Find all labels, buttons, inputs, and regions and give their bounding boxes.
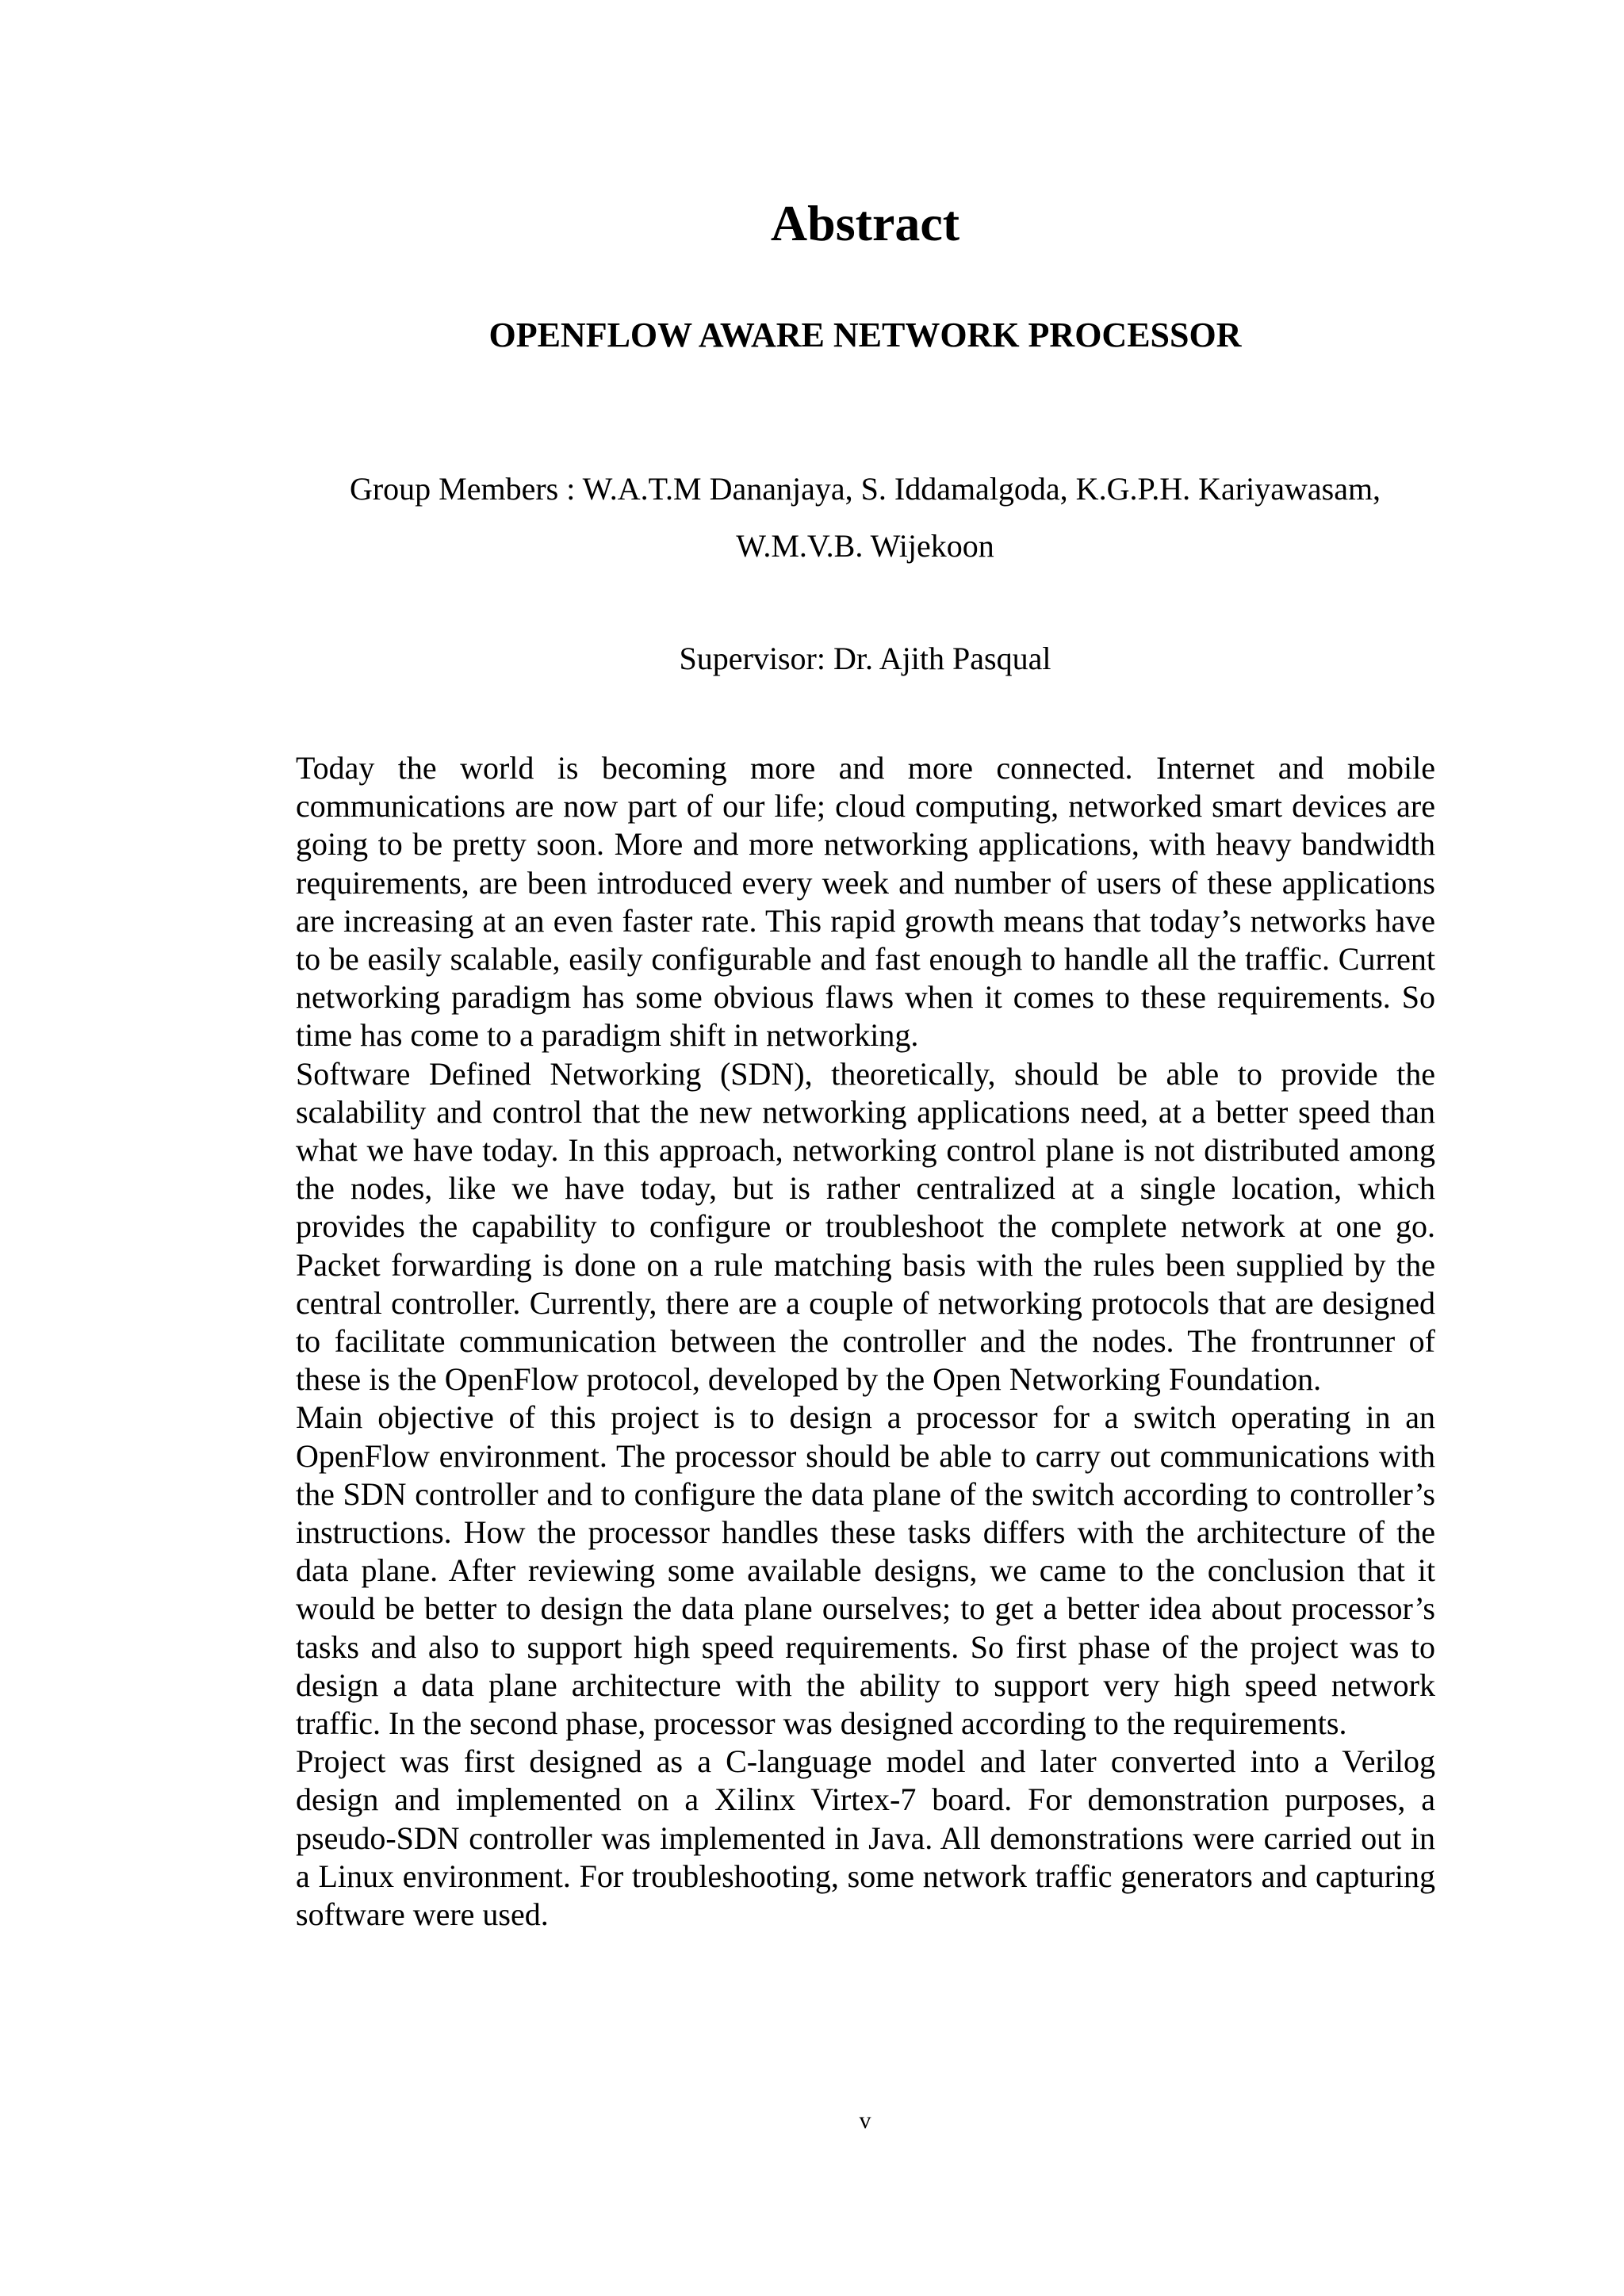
- abstract-paragraph-1: Today the world is becoming more and more connected. Internet and mobile communications are now part of our life; cloud computing, networked smart devices are going to be pretty soon. More and more networking applications, with heavy bandwidth requirements, are been introduced every week and number of users of these applications are increasing at an even faster rate. This rapid growth means that today’s networks have to be easily scalable, easily configurable and fast enough to handle all the traffic. Current networking paradigm has some obvious flaws when it comes to these requirements. So time has come to a paradigm shift in networking.: [296, 750, 1435, 1054]
- abstract-paragraph-3: Main objective of this project is to design a processor for a switch operating in an OpenFlow environment. The processor should be able to carry out communications with the SDN controller and to configure the data plane of the switch according to controller’s instructions. How the processor handles these tasks differs with the architecture of the data plane. After reviewing some available designs, we came to the conclusion that it would be better to design the data plane ourselves; to get a better idea about processor’s tasks and also to support high speed requirements. So first phase of the project was to design a data plane architecture with the ability to support very high speed network traffic. In the second phase, processor was designed according to the requirements.: [296, 1399, 1435, 1742]
- group-members-line-2: W.M.V.B. Wijekoon: [736, 528, 994, 564]
- abstract-paragraph-2: Software Defined Networking (SDN), theoretically, should be able to provide the scalability and control that the new networking applications need, at a better speed than what we have today. In this approach, networking control plane is not distributed among the nodes, like we have today, but is rather centralized at a single location, which provides the capability to configure or troubleshoot the complete network at one go. Packet forwarding is done on a rule matching basis with the rules been supplied by the central controller. Currently, there are a couple of networking protocols that are designed to facilitate communication between the controller and the nodes. The frontrunner of these is the OpenFlow protocol, developed by the Open Networking Foundation.: [296, 1055, 1435, 1398]
- abstract-heading: Abstract: [770, 195, 960, 251]
- project-title: OPENFLOW AWARE NETWORK PROCESSOR: [488, 316, 1242, 354]
- group-members-line-1: Group Members : W.A.T.M Dananjaya, S. Iddamalgoda, K.G.P.H. Kariyawasam,: [349, 471, 1381, 507]
- supervisor-line: Supervisor: Dr. Ajith Pasqual: [679, 641, 1051, 676]
- abstract-paragraph-4: Project was first designed as a C-language model and later converted into a Verilog design and implemented on a Xilinx Virtex-7 board. For demonstration purposes, a pseudo-SDN controller was implemented in Java. All demonstrations were carried out in a Linux environment. For troubleshooting, some network traffic generators and capturing software were used.: [296, 1743, 1435, 1933]
- abstract-body: [296, 749, 1435, 1934]
- page-number: v: [859, 2107, 871, 2133]
